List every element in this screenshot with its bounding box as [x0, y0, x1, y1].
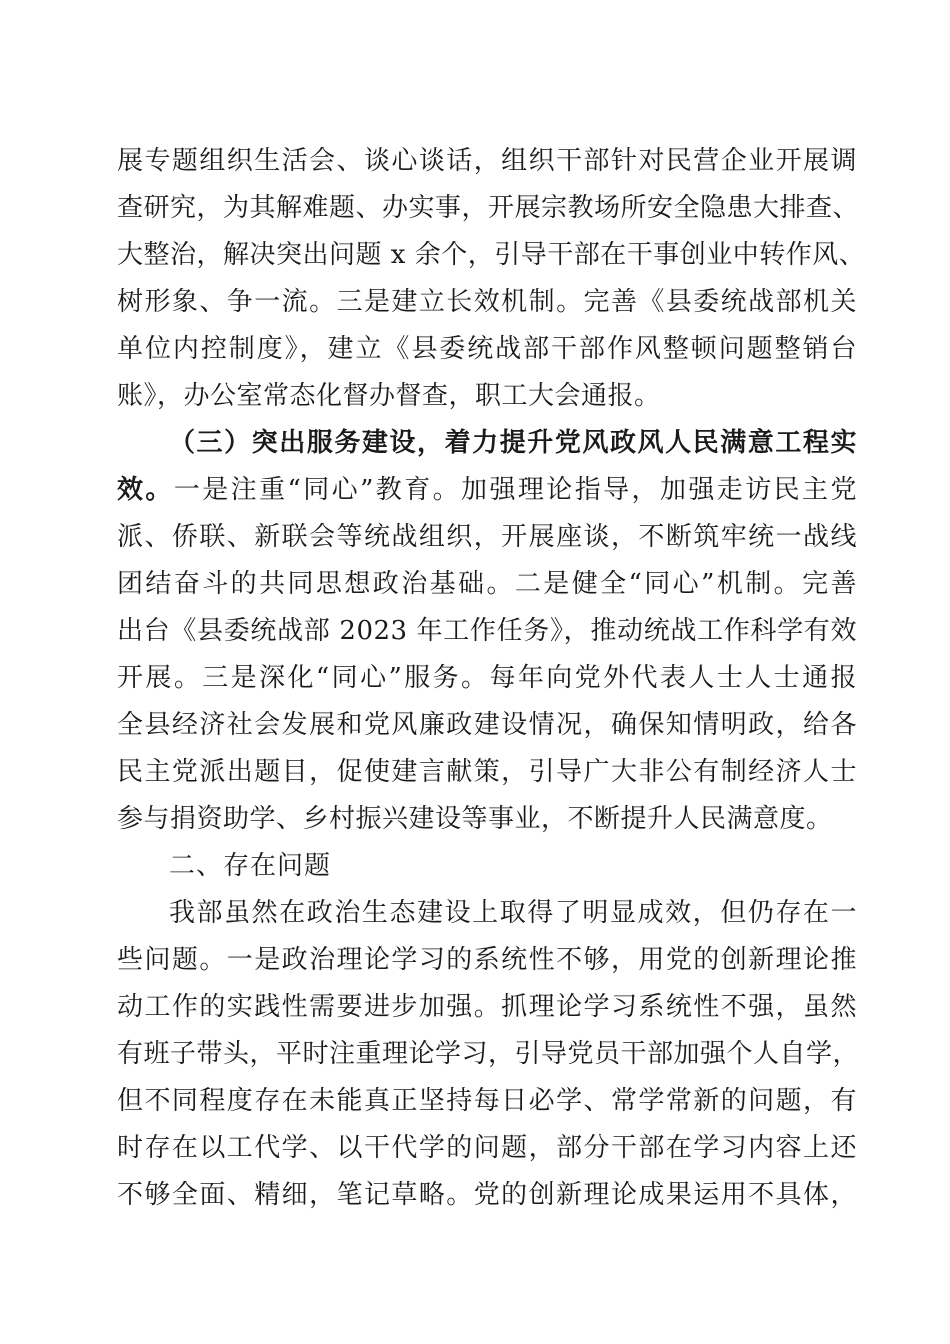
body-line: 不够全面、精细，笔记草略。党的创新理论成果运用不具体，	[117, 1180, 857, 1210]
body-line: 大整治，解决突出问题 x 余个，引导干部在干事创业中转作风、	[117, 240, 866, 270]
section-title: 二、存在问题	[169, 851, 332, 881]
subsection-heading-end: 效。	[117, 475, 174, 505]
body-line: 展专题组织生活会、谈心谈话，组织干部针对民营企业开展调	[117, 146, 857, 176]
body-line: 树形象、争一流。三是建立长效机制。完善《县委统战部机关	[117, 287, 857, 317]
body-line: 派、侨联、新联会等统战组织，开展座谈，不断筑牢统一战线	[117, 522, 857, 552]
body-line: 动工作的实践性需要进步加强。抓理论学习系统性不强，虽然	[117, 992, 857, 1022]
body-line: 时存在以工代学、以干代学的问题，部分干部在学习内容上还	[117, 1133, 857, 1163]
body-line	[117, 470, 857, 510]
body-line: 参与捐资助学、乡村振兴建设等事业，不断提升人民满意度。	[117, 804, 833, 834]
body-line: 但不同程度存在未能真正坚持每日必学、常学常新的问题，有	[117, 1086, 857, 1116]
subsection-heading: （三）突出服务建设，着力提升党风政风人民满意工程实	[169, 428, 857, 458]
body-line: 些问题。一是政治理论学习的系统性不够，用党的创新理论推	[117, 945, 857, 975]
body-line: 查研究，为其解难题、办实事，开展宗教场所安全隐患大排查、	[117, 193, 860, 223]
body-line: 有班子带头，平时注重理论学习，引导党员干部加强个人自学，	[117, 1039, 860, 1069]
body-line: 民主党派出题目，促使建言献策，引导广大非公有制经济人士	[117, 757, 857, 787]
body-text: 一是注重“同心”教育。加强理论指导，加强走访民主党	[173, 475, 857, 505]
body-line: 我部虽然在政治生态建设上取得了明显成效，但仍存在一	[169, 898, 857, 928]
body-line: 开展。三是深化“同心”服务。每年向党外代表人士人士通报	[117, 663, 857, 693]
body-line: 全县经济社会发展和党风廉政建设情况，确保知情明政，给各	[117, 710, 857, 740]
body-line: 单位内控制度》，建立《县委统战部干部作风整顿问题整销台	[117, 334, 857, 364]
body-line: 出台《县委统战部 2023 年工作任务》，推动统战工作科学有效	[117, 616, 857, 646]
body-line: 账》，办公室常态化督办督查，职工大会通报。	[117, 381, 661, 411]
body-line: 团结奋斗的共同思想政治基础。二是健全“同心”机制。完善	[117, 569, 857, 599]
